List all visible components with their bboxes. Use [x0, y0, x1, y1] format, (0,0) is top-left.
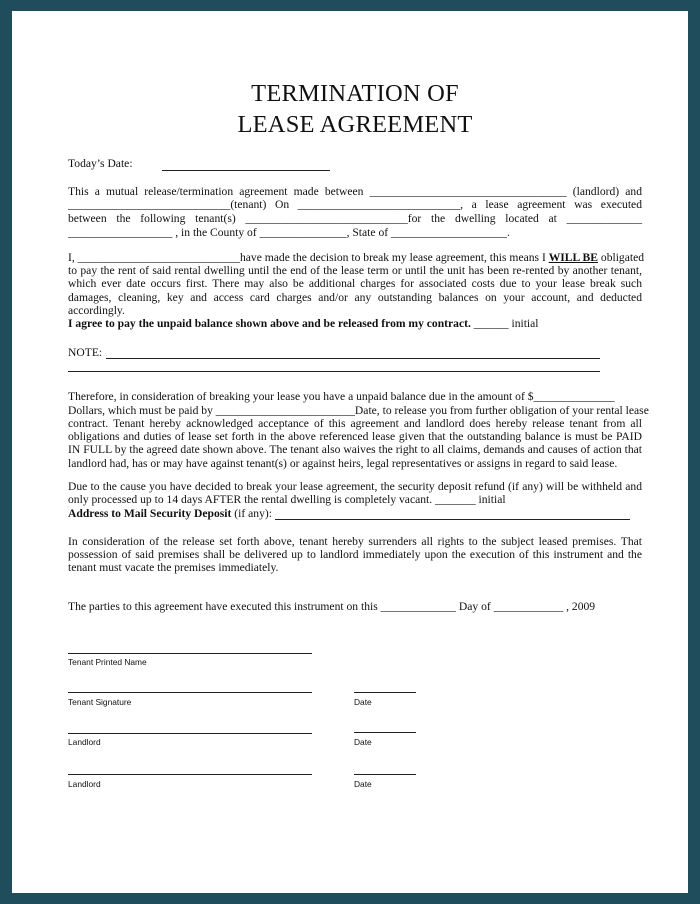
para3-line-2: Dollars, which must be paid by ________________________Date, to release you from further obligation of your rental lease [68, 404, 649, 417]
para2-line-3: which ever date occurs first. There may also be additional charges for associated costs due to your lease break such [68, 277, 642, 290]
para2-line-4: damages, cleaning, key and access card charges and/or any outstanding balances on your account, and deducted [68, 291, 642, 304]
para1-line-2: ____________________________(tenant) On ____________________________, a lease agreement was executed [68, 198, 642, 211]
agree-line [68, 317, 642, 331]
para2-line-5: accordingly. [68, 304, 125, 317]
para1-line-1: This a mutual release/termination agreement made between __________________________________ (landlord) and [68, 185, 642, 198]
landlord-label-1: Landlord [68, 737, 101, 747]
address-label-suffix: (if any): [231, 507, 272, 520]
tenant-signature-line[interactable] [68, 692, 312, 693]
para1-line-3: between the following tenant(s) ____________________________for the dwelling located at _____________ [68, 212, 642, 225]
para2-line-2: to pay the rent of said rental dwelling until the end of the lease term or until the unit has been re-rented by another tenant, [68, 264, 642, 277]
note-line-2[interactable] [68, 371, 600, 372]
date-line-3[interactable] [354, 774, 416, 775]
date-line-2[interactable] [354, 732, 416, 733]
note-line-1[interactable] [106, 358, 600, 359]
tenant-printed-name-label: Tenant Printed Name [68, 657, 147, 667]
para3-line-1: Therefore, in consideration of breaking your lease you have a unpaid balance due in the amount of $______________ [68, 390, 615, 403]
note-label: NOTE: [68, 346, 103, 359]
landlord-label-2: Landlord [68, 779, 101, 789]
address-label: Address to Mail Security Deposit [68, 507, 232, 520]
title-line-1: TERMINATION OF [251, 80, 459, 107]
date-label-2: Date [354, 737, 372, 747]
para3-line-5: IN FULL by the agreed date shown above. The tenant also waives the right to all claims, demands and causes of action that [68, 443, 642, 456]
date-label-3: Date [354, 779, 372, 789]
agree-initial[interactable]: ______ initial [473, 317, 539, 330]
para5-line-2: possession of said premises shall be delivered up to landlord immediately upon the execution of this instrument and the [68, 548, 642, 561]
agree-statement: I agree to pay the unpaid balance shown above and be released from my contract. [68, 317, 471, 330]
title-line-2: LEASE AGREEMENT [237, 111, 473, 138]
para5-line-1: In consideration of the release set forth above, tenant hereby surrenders all rights to the subject leased premises. That [68, 535, 642, 548]
todays-date-label: Today’s Date: [68, 157, 133, 170]
para4-line-2: only processed up to 14 days AFTER the rental dwelling is completely vacant. _______ initial [68, 493, 506, 506]
executed-line: The parties to this agreement have executed this instrument on this _____________ Day of ____________ , 2009 [68, 600, 596, 613]
document-page [12, 11, 688, 893]
para3-line-6: landlord had, has or may have against tenant(s) or against heirs, legal representatives or assigns in regard to said lease. [68, 457, 618, 470]
landlord-line-1[interactable] [68, 733, 312, 734]
para1-line-4: __________________ , in the County of _______________, State of ____________________. [68, 226, 510, 239]
para3-line-4: obligations and duties of lease set forth in the above referenced lease given that the outstanding balance is must be PAID [68, 430, 642, 443]
para5-line-3: tenant must vacate the premises immediately. [68, 561, 279, 574]
tenant-printed-name-line[interactable] [68, 653, 312, 654]
date-label-1: Date [354, 697, 372, 707]
will-be-emphasis: WILL BE [548, 251, 598, 264]
date-line-1[interactable] [354, 692, 416, 693]
todays-date-field[interactable] [162, 170, 330, 171]
address-field[interactable] [275, 519, 630, 520]
tenant-signature-label: Tenant Signature [68, 697, 132, 707]
para4-line-1: Due to the cause you have decided to break your lease agreement, the security deposit refund (if any) will be withheld and [68, 480, 642, 493]
para2-line-1: I, ____________________________have made the decision to break my lease agreement, this means I WILL BE obligated [68, 251, 645, 264]
landlord-line-2[interactable] [68, 774, 312, 775]
para3-line-3: contract. Tenant hereby acknowledged acceptance of this agreement and landlord does hereby release tenant from all [68, 417, 642, 430]
